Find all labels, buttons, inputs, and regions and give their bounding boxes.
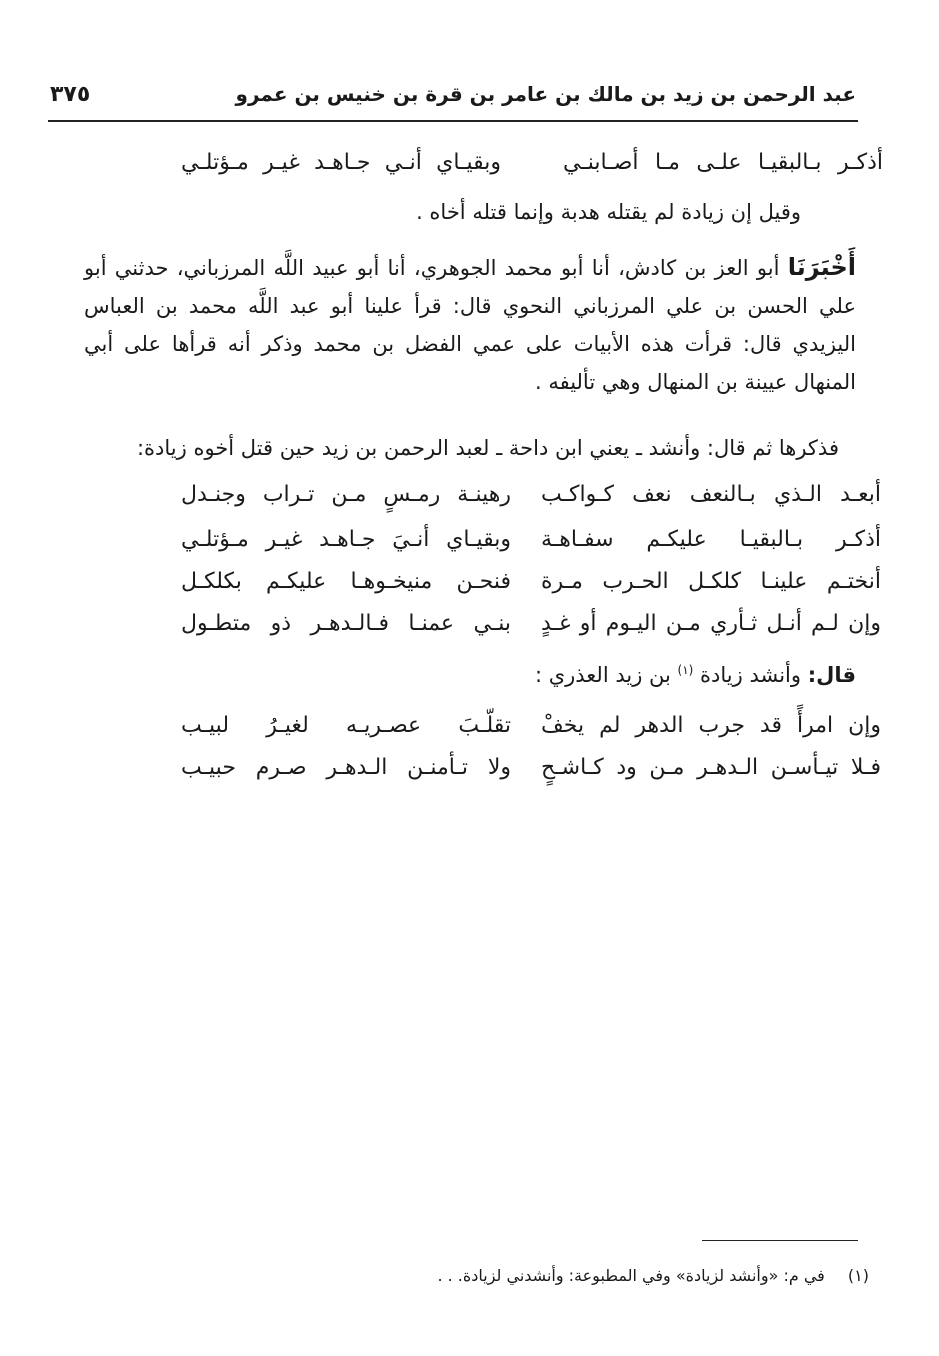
running-title: عبد الرحمن بن زيد بن مالك بن عامر بن قرة بن خنيس بن عمرو bbox=[235, 82, 856, 106]
footnote bbox=[437, 1266, 869, 1285]
poem-1-line bbox=[181, 569, 881, 605]
footnote-number: (١) bbox=[847, 1266, 869, 1285]
isnad-lead-word: أَخْبَرَنَا bbox=[787, 253, 856, 281]
verse-hemistich-second: فنحـن منيخـوهـا عليكـم بكلكـل bbox=[181, 569, 511, 594]
verse-hemistich-first: وإن لـم أنـل ثـأري مـن اليـوم أو غـدٍ bbox=[541, 611, 881, 636]
verse-hemistich-second: ولا تـأمنـن الـدهـر صـرم حبيـب bbox=[181, 755, 511, 780]
second-intro bbox=[535, 663, 856, 687]
footnote-divider bbox=[702, 1240, 858, 1241]
intro-line: فذكرها ثم قال: وأنشد ـ يعني ابن داحة ـ لعبد الرحمن بن زيد حين قتل أخوه زيادة: bbox=[136, 436, 839, 460]
poem-1-line bbox=[181, 482, 881, 518]
verse-hemistich-second: وبقيـاي أنـيَ جـاهـد غيـر مـؤتلـي bbox=[181, 527, 511, 552]
verse-hemistich-first: أذكـر بـالبقيـا عليكـم سفـاهـة bbox=[541, 527, 881, 552]
note-line: وقيل إن زيادة لم يقتله هدبة وإنما قتله أخاه . bbox=[416, 200, 801, 224]
footnote-reference: (١) bbox=[677, 663, 694, 677]
poem-2-line bbox=[181, 713, 881, 749]
verse-hemistich-second: وبقيـاي أنـي جـاهـد غيـر مـؤتلـي bbox=[181, 150, 501, 175]
qal-label: قال: bbox=[807, 663, 856, 687]
footnote-text: في م: «وأنشد لزيادة» وفي المطبوعة: وأنشدني لزيادة. . . bbox=[437, 1266, 825, 1285]
poem-1-line bbox=[181, 611, 881, 647]
poem-2-line bbox=[181, 755, 881, 791]
verse-hemistich-first: وإن امرأً قد جرب الدهر لم يخفْ bbox=[541, 713, 881, 738]
isnad-paragraph bbox=[84, 248, 856, 401]
verse-hemistich-second: بنـي عمنـا فـالـدهـر ذو متطـول bbox=[181, 611, 511, 636]
verse-line bbox=[181, 150, 881, 186]
isnad-text: أبو العز بن كادش، أنا أبو محمد الجوهري، أنا أبو عبيد اللَّه المرزباني، حدثني أبو علي الحسن بن علي المرزباني النحوي قال: قرأ علينا أبو عبد اللَّه محمد بن العباس اليزيدي قال: قرأت هذه الأبيات على عمي الفضل بن محمد وذكر أنه قرأها على أبي المنهال عيينة بن المنهال وهي تأليفه . bbox=[84, 256, 856, 394]
page-number: ٣٧٥ bbox=[50, 82, 91, 107]
verse-hemistich-first: أنختـم علينـا كلكـل الحـرب مـرة bbox=[541, 569, 881, 594]
second-intro-text: وأنشد زيادة bbox=[700, 663, 802, 687]
verse-hemistich-first: فـلا تيـأسـن الـدهـر مـن ود كـاشـحٍ bbox=[541, 755, 881, 780]
page-header bbox=[50, 82, 856, 114]
poem-1-line bbox=[181, 527, 881, 563]
verse-hemistich-first: أذكـر بـالبقيـا علـى مـا أصـابنـي bbox=[563, 150, 883, 175]
header-divider bbox=[48, 120, 858, 122]
verse-hemistich-second: رهينـة رمـسٍ مـن تـراب وجنـدل bbox=[181, 482, 511, 507]
verse-hemistich-first: أبعـد الـذي بـالنعف نعف كـواكـب bbox=[541, 482, 881, 507]
second-intro-text: بن زيد العذري : bbox=[534, 663, 671, 687]
verse-hemistich-second: تقلّـبَ عصـريـه لغيـرُ لبيـب bbox=[181, 713, 511, 738]
